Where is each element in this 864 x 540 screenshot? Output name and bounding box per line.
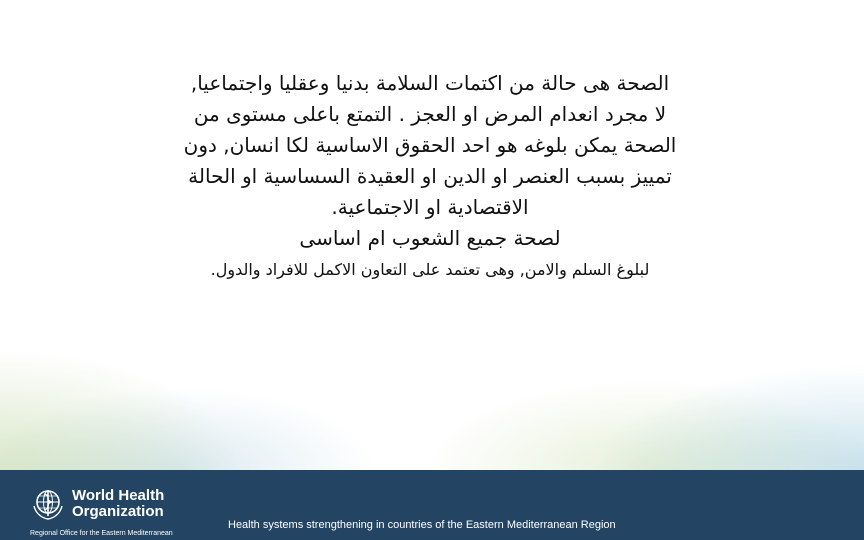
slide-body-text <box>110 68 750 284</box>
who-emblem-icon <box>30 486 66 522</box>
text-line-6: لصحة جميع الشعوب ام اساسى <box>299 226 561 250</box>
who-logo <box>26 478 196 536</box>
regional-office-label: Regional Office for the Eastern Mediterranean <box>30 530 173 537</box>
text-line-1: الصحة هى حالة من اكتمات السلامة بدنيا وعقليا واجتماعيا, <box>190 71 670 95</box>
org-name-line-1: World Health <box>72 487 165 504</box>
text-line-5: الاقتصادية او الاجتماعية. <box>331 195 529 219</box>
org-name <box>72 488 192 520</box>
org-name-line-2: Organization <box>72 503 164 520</box>
footer-tagline: Health systems strengthening in countries of the Eastern Mediterranean Region <box>228 519 616 531</box>
text-line-7: لبلوغ السلم والامن, وهى تعتمد على التعاون الاكمل للافراد والدول. <box>210 260 650 279</box>
text-line-3: الصحة يمكن بلوغه هو احد الحقوق الاساسية لكا انسان, دون <box>183 133 677 157</box>
text-line-4: تمييز بسبب العنصر او الدين او العقيدة السساسية او الحالة <box>188 164 672 188</box>
footer-bar <box>0 470 864 540</box>
text-line-2: لا مجرد انعدام المرض او العجز . التمتع باعلى مستوى من <box>193 102 667 126</box>
